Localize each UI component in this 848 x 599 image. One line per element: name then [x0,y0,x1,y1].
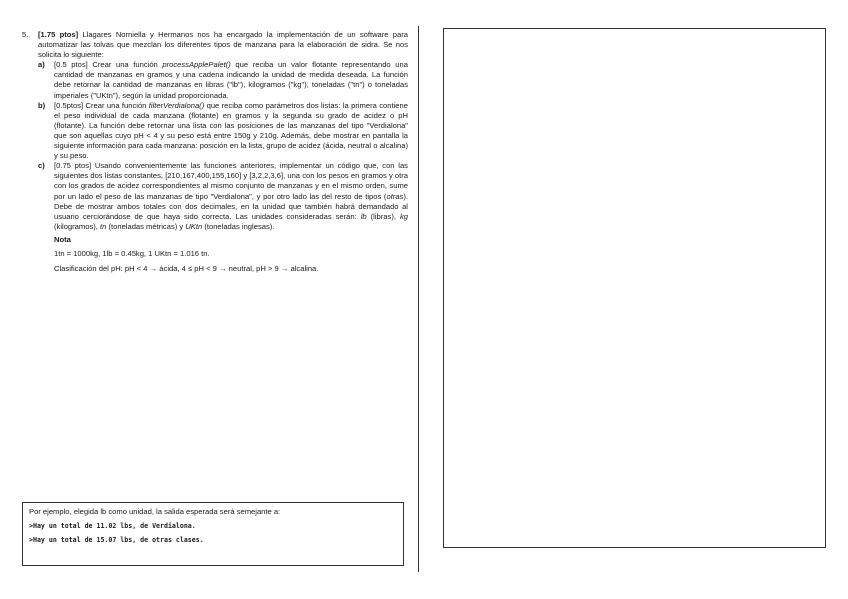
example-intro: Por ejemplo, elegida lb como unidad, la salida esperada será semejante a: [29,507,281,516]
subquestion-points: [0.75 ptos] [54,161,92,171]
subquestion-label: c) [38,161,45,171]
unit-lb: lb [360,211,367,221]
subquestion-text-2: que reciba un valor flotante representando una cantidad de manzanas en gramos y una cadena indicando la unidad de medida deseada. La función debe retornar la cantidad de manzanas en libras ("lb"), kilogramos ("kg"), toneladas ("tn") o toneladas imperiales ("UKtn"), según la unidad proporcionada. [54,60,408,100]
function-name: filterVerdialona() [148,100,205,110]
unit-tn: tn [100,221,107,231]
note-ph-classification: Clasificación del pH: pH < 4 → ácida, 4 ≤ pH < 9 → neutral, pH > 9 → alcalina. [54,264,319,274]
unit-uktn: UKtn [185,221,203,231]
subquestion-c [38,161,408,232]
unit-kg-desc: (kilogramos), [54,221,98,231]
subquestion-label: a) [38,60,45,70]
subquestion-a [38,60,408,100]
unit-tn-desc: (toneladas métricas) y [108,221,184,231]
question-column [22,30,408,279]
subquestion-label: b) [38,100,46,110]
subquestion-text [54,161,408,232]
unit-kg: kg [399,211,408,221]
answer-box[interactable] [443,28,826,548]
unit-uktn-desc: (toneladas inglesas). [204,221,275,231]
question-number: 5. [22,30,29,39]
column-divider [418,26,419,572]
unit-lb-desc: (libras), [370,211,396,221]
example-output-line-2: >Hay un total de 15.07 lbs, de otras clases. [29,536,204,544]
subquestion-b [38,101,408,162]
subquestion-text-1: Crear una función [92,60,158,70]
subquestion-text-1: Usando convenientemente las funciones anteriores, implementar un código que, con las siguientes dos listas constantes, [210,167,400,155,160] y [3,2,2,3,6], una con los pesos en gramos y otra con los grados de acidez correspondientes al mismo conjunto de manzanas y en el mismo orden, sume por un lado el peso de las manzanas de tipo "Verdialona", y por otro lado las del resto de tipos ( [54,161,408,201]
question-5 [22,30,408,60]
subquestion-text [54,101,408,162]
otras-term: otras [386,191,404,201]
subquestion-list [22,60,408,232]
subquestion-text-2: que reciba como parámetros dos listas: la primera contiene el peso individual de cada manzana (flotante) en gramos y la segunda su grado de acidez o pH (flotante). La función debe retornar una lista con las posiciones de las manzanas del tipo "Verdialona" que son aquellas cuyo pH < 4 y su peso está entre 150g y 210g. Además, debe mostrar en pantalla la siguiente información para cada manzana: posición en la lista, grupo de acidez (ácida, neutral o alcalina) y su peso. [54,100,408,161]
note-conversions: 1tn = 1000kg, 1lb = 0.45kg, 1 UKtn = 1.016 tn. [54,248,210,258]
question-intro-text: Llagares Norniella y Hermanos nos ha encargado la implementación de un software para automatizar las tolvas que mezclan los diferentes tipos de manzana para la elaboración de sidra. Se nos solicita lo siguiente: [38,30,408,60]
question-intro [38,30,408,60]
subquestion-points: [0.5ptos] [54,100,84,110]
subquestion-text-1: Crear una función [85,100,147,110]
example-output-line-1: >Hay un total de 11.02 lbs, de Verdialona. [29,522,196,530]
question-points: [1.75 ptos] [38,30,79,39]
subquestion-text [54,60,408,100]
function-name: processApplePalet() [162,60,231,70]
subquestion-text-2: ). Debe de mostrar ambos totales con dos decimales, en la unidad que también habrá demandado al usuario cerciorándose de que haya sido correcta. Las unidades consideradas serán: [54,191,408,221]
note-title: Nota [54,234,71,244]
note-block [54,235,408,274]
subquestion-points: [0.5 ptos] [54,60,88,70]
example-output-box [22,502,404,566]
